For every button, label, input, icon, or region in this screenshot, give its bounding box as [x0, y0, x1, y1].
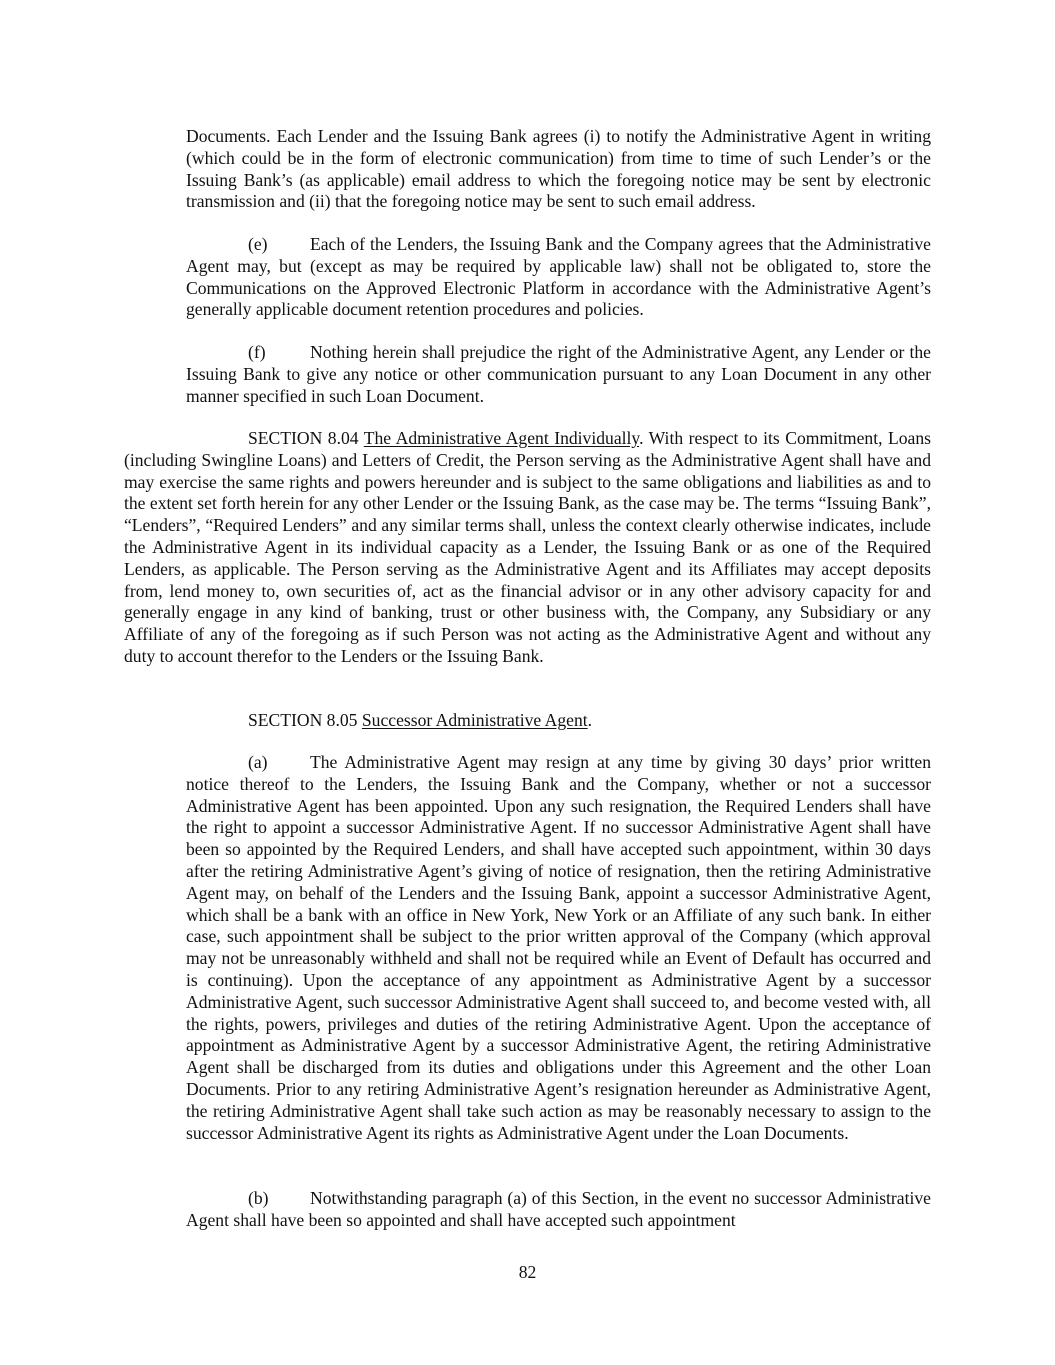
- paragraph-label: (f): [248, 342, 266, 362]
- paragraph-b: [186, 1188, 931, 1232]
- paragraph-label: (a): [248, 752, 268, 772]
- paragraph-text: Each of the Lenders, the Issuing Bank and the Company agrees that the Administrative Agent may, but (except as may be required by applicable law) shall not be obligated to, store the Communications on the Approved Electronic Platform in accordance with the Administrative Agent’s generally applicable document retention procedures and policies.: [186, 234, 931, 320]
- section-8-04: [124, 428, 931, 668]
- paragraph-a: [186, 752, 931, 1144]
- paragraph-text: Nothing herein shall prejudice the right of the Administrative Agent, any Lender or the Issuing Bank to give any notice or other communication pursuant to any Loan Document in any other manner specified in such Loan Document.: [186, 342, 931, 406]
- paragraph-text: Documents. Each Lender and the Issuing Bank agrees (i) to notify the Administrative Agent in writing (which could be in the form of electronic communication) from time to time of such Lender’s or the Issuing Bank’s (as applicable) email address to which the foregoing notice may be sent by electronic transmission and (ii) that the foregoing notice may be sent to such email address.: [186, 126, 931, 212]
- paragraph-e: [186, 234, 931, 321]
- paragraph-f: [186, 342, 931, 407]
- section-number: SECTION 8.04: [248, 428, 359, 448]
- paragraph-label: (b): [248, 1188, 269, 1208]
- page-number: 82: [518, 1262, 537, 1282]
- section-title: Successor Administrative Agent: [361, 710, 588, 730]
- paragraph-label: (e): [248, 234, 268, 254]
- section-text: . With respect to its Commitment, Loans (including Swingline Loans) and Letters of Credit, the Person serving as the Administrative Agent shall have and may exercise the same rights and powers hereunder and is subject to the same obligations and liabilities as and to the extent set forth herein for any other Lender or the Issuing Bank, as the case may be. The terms “Issuing Bank”, “Lenders”, “Required Lenders” and any similar terms shall, unless the context clearly otherwise indicates, include the Administrative Agent in its individual capacity as a Lender, the Issuing Bank or as one of the Required Lenders, as applicable. The Person serving as the Administrative Agent and its Affiliates may accept deposits from, lend money to, own securities of, act as the financial advisor or in any other advisory capacity for and generally engage in any kind of banking, trust or other business with, the Company, any Subsidiary or any Affiliate of any of the foregoing as if such Person was not acting as the Administrative Agent and without any duty to account therefor to the Lenders or the Issuing Bank.: [124, 428, 931, 666]
- paragraph-text: Notwithstanding paragraph (a) of this Section, in the event no successor Administrative Agent shall have been so appointed and shall have accepted such appointment: [186, 1188, 931, 1230]
- section-period: .: [587, 710, 593, 730]
- paragraph-continuation: [186, 126, 931, 213]
- section-title: The Administrative Agent Individually: [363, 428, 640, 448]
- section-8-05-heading: [124, 710, 931, 732]
- section-number: SECTION 8.05: [248, 710, 358, 730]
- paragraph-text: The Administrative Agent may resign at any time by giving 30 days’ prior written notice thereof to the Lenders, the Issuing Bank and the Company, whether or not a successor Administrative Agent has been appointed. Upon any such resignation, the Required Lenders shall have the right to appoint a successor Administrative Agent. If no successor Administrative Agent shall have been so appointed by the Required Lenders, and shall have accepted such appointment, within 30 days after the retiring Administrative Agent’s giving of notice of resignation, then the retiring Administrative Agent may, on behalf of the Lenders and the Issuing Bank, appoint a successor Administrative Agent, which shall be a bank with an office in New York, New York or an Affiliate of any such bank. In either case, such appointment shall be subject to the prior written approval of the Company (which approval may not be unreasonably withheld and shall not be required while an Event of Default has occurred and is continuing). Upon the acceptance of any appointment as Administrative Agent by a successor Administrative Agent, such successor Administrative Agent shall succeed to, and become vested with, all the rights, powers, privileges and duties of the retiring Administrative Agent. Upon the acceptance of appointment as Administrative Agent by a successor Administrative Agent, the retiring Administrative Agent shall be discharged from its duties and obligations under this Agreement and the other Loan Documents. Prior to any retiring Administrative Agent’s resignation hereunder as Administrative Agent, the retiring Administrative Agent shall take such action as may be reasonably necessary to assign to the successor Administrative Agent its rights as Administrative Agent under the Loan Documents.: [186, 752, 931, 1143]
